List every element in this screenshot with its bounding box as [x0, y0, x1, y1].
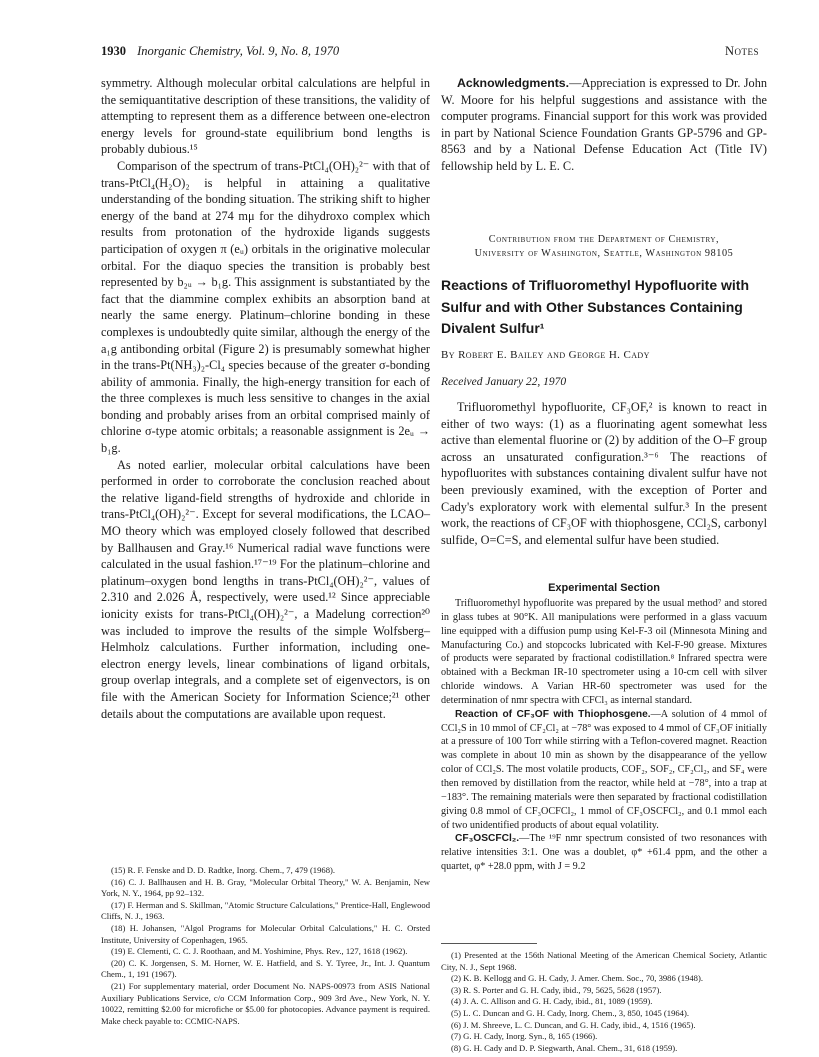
footnote: (5) L. C. Duncan and G. H. Cady, Inorg. Chem., 3, 850, 1045 (1964). — [451, 1007, 689, 1018]
paragraph — [441, 708, 767, 833]
section-heading: Experimental Section — [548, 582, 660, 594]
footnote: (20) C. K. Jorgensen, S. M. Horner, W. E. Hatfield, and S. Y. Tyree, Jr., Int. J. Quantum Chem., 1, 191 (1967). — [101, 957, 430, 980]
left-column — [101, 75, 430, 722]
footnote: (18) H. Johansen, "Algol Programs for Molecular Orbital Calculations," H. C. Orsted Institute, University of Copenhagen, 1965. — [101, 922, 430, 945]
footnote-divider — [441, 943, 537, 944]
footnote: (8) G. H. Cady and D. P. Siegwarth, Anal. Chem., 31, 618 (1959). — [451, 1042, 678, 1053]
article-title: Reactions of Trifluoromethyl Hypofluorite with Sulfur and with Other Substances Containing Divalent Sulfur¹ — [441, 277, 750, 336]
paragraph-text: —The ¹⁹F nmr spectrum consisted of two resonances with relative intensities 3:1. One was a doublet, φ* +61.4 ppm, and the other a quartet, φ* +28.0 ppm, with J = 9.2 — [441, 833, 767, 873]
byline: By Robert E. Bailey and George H. Cady — [441, 349, 650, 361]
footnote: (6) J. M. Shreeve, L. C. Duncan, and G. H. Cady, ibid., 4, 1516 (1965). — [451, 1019, 696, 1030]
received-date: Received January 22, 1970 — [441, 376, 567, 388]
footnote: (19) E. Clementi, C. C. J. Roothaan, and M. Yoshimine, Phys. Rev., 127, 1618 (1962). — [111, 946, 408, 957]
paragraph — [441, 832, 767, 874]
contribution-note — [441, 233, 767, 261]
section-label: Notes — [724, 44, 759, 58]
footnote: (3) R. S. Porter and G. H. Cady, ibid., 79, 5625, 5628 (1957). — [451, 984, 662, 995]
page-number: 1930 — [101, 44, 126, 58]
header-left — [101, 44, 339, 59]
footnotes-right — [441, 950, 767, 1054]
paragraph: Trifluoromethyl hypofluorite was prepared by the usual method⁷ and stored in glass tubes at 90°K. All manipulations were performed in a glass vacuum line equipped with a diffusion pump using Kel-F-3 oil (Minnesota Mining and Manufacturing Co.) and stopcocks lubricated with Kel-F-90 grease. Mixtures of products were separated by fractional codistillation.⁸ Infrared spectra were obtained with a Beckman IR-10 spectrometer using a 10-cm cell with silver chloride windows. A Varian HR-60 spectrometer was used for the determination of nmr spectra with CFCl₃ as internal standard. — [441, 598, 767, 706]
acknowledgments — [441, 75, 767, 175]
footnote: (15) R. F. Fenske and D. D. Radtke, Inorg. Chem., 7, 479 (1968). — [111, 865, 335, 875]
footnote: (21) For supplementary material, order Document No. NAPS-00973 from ASIS National Auxiliary Publications Service, c/o CCM Information Corp., 909 3rd Ave., New York, N. Y. 10022, remitting $2.00 for microfiche or $5.00 for photocopies. Advance payment is required. Make check payable to: CCMIC-NAPS. — [101, 980, 430, 1026]
footnotes-left — [101, 865, 430, 1027]
run-in-heading: Reaction of CF₃OF with Thiophosgene. — [455, 708, 651, 720]
paragraph: As noted earlier, molecular orbital calculations have been performed in order to corroborate the conclusion reached about the relative ligand-field strengths of hydroxide and chloride in trans-PtCl₄(OH)₂²⁻. Except for several modifications, the LCAO–MO theory which was employed closely followed that described by Ballhausen and Gray.¹⁶ Numerical radial wave functions were calculated in the usual fashion.¹⁷⁻¹⁹ For the platinum–chlorine and platinum–oxygen bond lengths in trans-PtCl₄(OH)₂²⁻, values of 2.310 and 2.026 Å, respectively, were used.¹² Since appreciable ionicity exists for trans-PtCl₄(OH)₂²⁻, a Madelung correction²⁰ was included to improve the results of the simple Wolfsberg–Helmholz calculations. Further information, including one-electron energy levels, linear combinations of ligand orbitals, group overlap integrals, and a complete set of eigenvectors, is on file with the American Society for Information Science;²¹ other details about the computations are available upon request. — [101, 457, 430, 721]
journal-citation: Inorganic Chemistry, Vol. 9, No. 8, 1970 — [137, 44, 340, 58]
paragraph: Trifluoromethyl hypofluorite, CF₃OF,² is known to react in either of two ways: (1) as a fluorinating agent somewhat less active than elemental fluorine or (2) by addition of the O–F group across an unsaturated configuration.³⁻⁶ The reactions of hypofluorites with substances containing divalent sulfur have not been previously examined, with the exception of Porter and Cady's exploratory work with elemental sulfur.³ In the present work, the reactions of CF₃OF with thiophosgene, CCl₂S, carbonyl sulfide, O=C=S, and elemental sulfur have been studied. — [441, 400, 767, 547]
contribution-line: University of Washington, Seattle, Washington 98105 — [474, 248, 734, 259]
experimental-section — [441, 597, 767, 874]
acknowledgments-paragraph — [441, 75, 767, 175]
paragraph: Comparison of the spectrum of trans-PtCl₄(OH)₂²⁻ with that of trans-PtCl₄(H₂O)₂ is helpful in attaining a qualitative understanding of the bonding situation. The striking shift to higher energy of the band at 274 mμ for the dihydroxo complex which results from protonation of the hydroxide ligands suggests participation of oxygen π (eᵤ) orbitals in the originative molecular orbital. For the diaquo species the transition is probably best represented by b₂ᵤ → b₁g. This assignment is substantiated by the fact that the diammine complex exhibits an absorption band at nearly the same energy. Platinum–chlorine bonding in these complexes is undoubtedly quite similar, although the energy of the a₁g antibonding orbital (Figure 2) is presumably somewhat higher in the trans-Pt(NH₃)₂-Cl₄ species because of the greater σ-bonding ability of ammonia. Finally, the high-energy transition for each of the three complexes is much less sensitive to changes in the axial bonding and probably arises from an orbital comprised mainly of chlorine σ-type atomic orbitals; a reasonable assignment is 2eᵤ → b₁g. — [101, 158, 430, 456]
footnote: (16) C. J. Ballhausen and H. B. Gray, "Molecular Orbital Theory," W. A. Benjamin, New York, N. Y., 1964, pp 92–132. — [101, 876, 430, 899]
footnote: (17) F. Herman and S. Skillman, "Atomic Structure Calculations," Prentice-Hall, Englewood Cliffs, N. J., 1963. — [101, 899, 430, 922]
footnote: (2) K. B. Kellogg and G. H. Cady, J. Amer. Chem. Soc., 70, 3986 (1948). — [451, 973, 703, 984]
footnote: (7) G. H. Cady, Inorg. Syn., 8, 165 (1966). — [451, 1031, 598, 1042]
running-header — [101, 44, 759, 62]
paragraph: symmetry. Although molecular orbital calculations are helpful in the semiquantitative description of these transitions, the validity of attempting to represent them as a difference between one-electron energy levels for ground-state equilibrium bond lengths is probably dubious.¹⁵ — [101, 76, 430, 157]
acknowledgments-text: —Appreciation is expressed to Dr. John W. Moore for his helpful suggestions and assistance with the computer programs. Financial support for this work was provided in part by National Science Foundation Grants GP-5796 and GP-8563 and by a National Defense Education Act (Title IV) fellowship held by L. E. C. — [441, 76, 767, 173]
introduction — [441, 399, 767, 548]
run-in-heading: CF₃OSCFCl₂. — [455, 833, 520, 845]
paragraph-text: —A solution of 4 mmol of CCl₂S in 10 mmol of CF₂Cl₂ at −78° was exposed to 4 mmol of CF₃OF initially at a pressure of 100 Torr while stirring with a Teflon-covered magnet. Reaction was complete in about 10 min as shown by the disappearance of the yellow color of CCl₂S. The most volatile products, COF₂, SOF₂, CF₂Cl₂, and SF₄ were then removed by distillation from the reactor, while held at −78°, into a trap at −183°. The remaining materials were then separated by fractional codistillation giving 0.8 mmol of CF₃OCFCl₂, 1 mmol of CF₃OSCFCl₂, and 0.1 mmol each of two unidentified products of about equal volatility. — [441, 708, 767, 831]
contribution-line: Contribution from the Department of Chemistry, — [488, 234, 720, 245]
acknowledgments-heading: Acknowledgments. — [457, 76, 570, 90]
footnote: (4) J. A. C. Allison and G. H. Cady, ibid., 81, 1089 (1959). — [451, 996, 653, 1007]
footnote: (1) Presented at the 156th National Meeting of the American Chemical Society, Atlantic City, N. J., Sept 1968. — [441, 950, 767, 972]
